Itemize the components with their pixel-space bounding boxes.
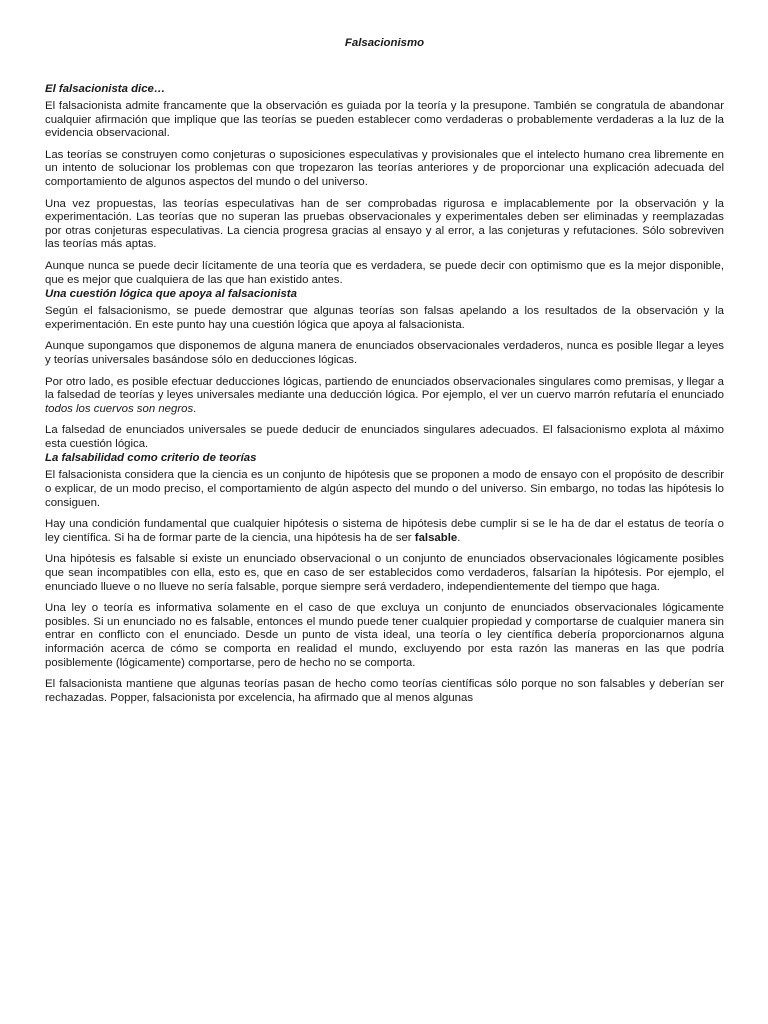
- paragraph-text: Hay una condición fundamental que cualquier hipótesis o sistema de hipótesis debe cumplir si se le ha de dar el estatus de teoría o ley científica. Si ha de formar parte de la ciencia, una hipótesis ha de ser: [45, 518, 724, 544]
- bold-term: falsable: [414, 531, 458, 544]
- paragraph: La falsedad de enunciados universales se puede deducir de enunciados singulares adecuados. El falsacionismo explota al máximo esta cuestión lógica.: [45, 424, 724, 450]
- paragraph: El falsacionista considera que la ciencia es un conjunto de hipótesis que se proponen a modo de ensayo con el propósito de describir o explicar, de un modo preciso, el comportamiento de algún aspecto del mundo o del universo. Sin embargo, no todas las hipótesis lo consiguen.: [45, 469, 724, 509]
- paragraph: Las teorías se construyen como conjeturas o suposiciones especulativas y provisionales que el intelecto humano crea libremente en un intento de solucionar los problemas con que tropezaron las teorías anteriores y de proporcionar una explicación adecuada del comportamiento de algunos aspectos del mundo o del universo.: [45, 148, 724, 188]
- document-title: Falsacionismo: [344, 37, 425, 49]
- paragraph: Aunque nunca se puede decir lícitamente de una teoría que es verdadera, se puede decir con optimismo que es la mejor disponible, que es mejor que cualquiera de las que han existido antes.: [45, 259, 724, 286]
- paragraph: [45, 518, 724, 545]
- section-cuestion-logica: [45, 287, 724, 451]
- paragraph: El falsacionista admite francamente que la observación es guiada por la teoría y la presupone. También se congratula de abandonar cualquier afirmación que implique que las teorías se pueden establecer como verdaderas o probablemente verdaderas a la luz de la evidencia observacional.: [45, 100, 724, 140]
- section-falsacionista-dice: [45, 82, 724, 287]
- paragraph-text-end: .: [193, 402, 197, 415]
- paragraph-text: Por otro lado, es posible efectuar deducciones lógicas, partiendo de enunciados observacionales singulares como premisas, y llegar a la falsedad de teorías y leyes universales mediante una deducción lógica. Por ejemplo, el ver un cuervo marrón refutaría el enunciado: [45, 375, 724, 402]
- section-heading: El falsacionista dice…: [45, 83, 166, 95]
- paragraph: [45, 376, 724, 417]
- paragraph-text-end: .: [457, 531, 461, 544]
- emphasized-phrase: todos los cuervos son negros: [45, 402, 194, 415]
- paragraph: Una ley o teoría es informativa solamente en el caso de que excluya un conjunto de enunciados observacionales lógicamente posibles. Si un enunciado no es falsable, entonces el mundo puede tener cualquier propiedad y comportarse de cualquier manera sin entrar en conflicto con el enunciado. Desde un punto de vista ideal, una teoría o ley científica debería proporcionarnos alguna información acerca de cómo se comporta en realidad el mundo, excluyendo por esta razón las maneras en las que podría posiblemente (lógicamente) comportarse, pero de hecho no se comporta.: [45, 602, 724, 669]
- section-heading: Una cuestión lógica que apoya al falsacionista: [45, 288, 297, 301]
- paragraph: Aunque supongamos que disponemos de alguna manera de enunciados observacionales verdaderos, nunca es posible llegar a leyes y teorías universales basándose sólo en deducciones lógicas.: [45, 340, 724, 366]
- section-falsabilidad-criterio: [45, 451, 724, 705]
- paragraph: Según el falsacionismo, se puede demostrar que algunas teorías son falsas apelando a los resultados de la observación y la experimentación. En este punto hay una cuestión lógica que apoya al falsacionista.: [45, 305, 724, 331]
- paragraph: Una vez propuestas, las teorías especulativas han de ser comprobadas rigurosa e implacablemente por la observación y la experimentación. Las teorías que no superan las pruebas observacionales y experimentales deben ser eliminadas y reemplazadas por otras conjeturas especulativas. La ciencia progresa gracias al ensayo y al error, a las conjeturas y refutaciones. Sólo sobreviven las teorías más aptas.: [45, 197, 724, 251]
- paragraph: El falsacionista mantiene que algunas teorías pasan de hecho como teorías científicas sólo porque no son falsables y deberían ser rechazadas. Popper, falsacionista por excelencia, ha afirmado que al menos algunas: [45, 678, 724, 704]
- paragraph: Una hipótesis es falsable si existe un enunciado observacional o un conjunto de enunciados observacionales lógicamente posibles que sean incompatibles con ella, esto es, que en caso de ser establecidos como verdaderos, falsarían la hipótesis. Por ejemplo, el enunciado llueve o no llueve no sería falsable, porque siempre será verdadero, independientemente del tiempo que haga.: [45, 553, 724, 593]
- section-heading: La falsabilidad como criterio de teorías: [45, 452, 257, 465]
